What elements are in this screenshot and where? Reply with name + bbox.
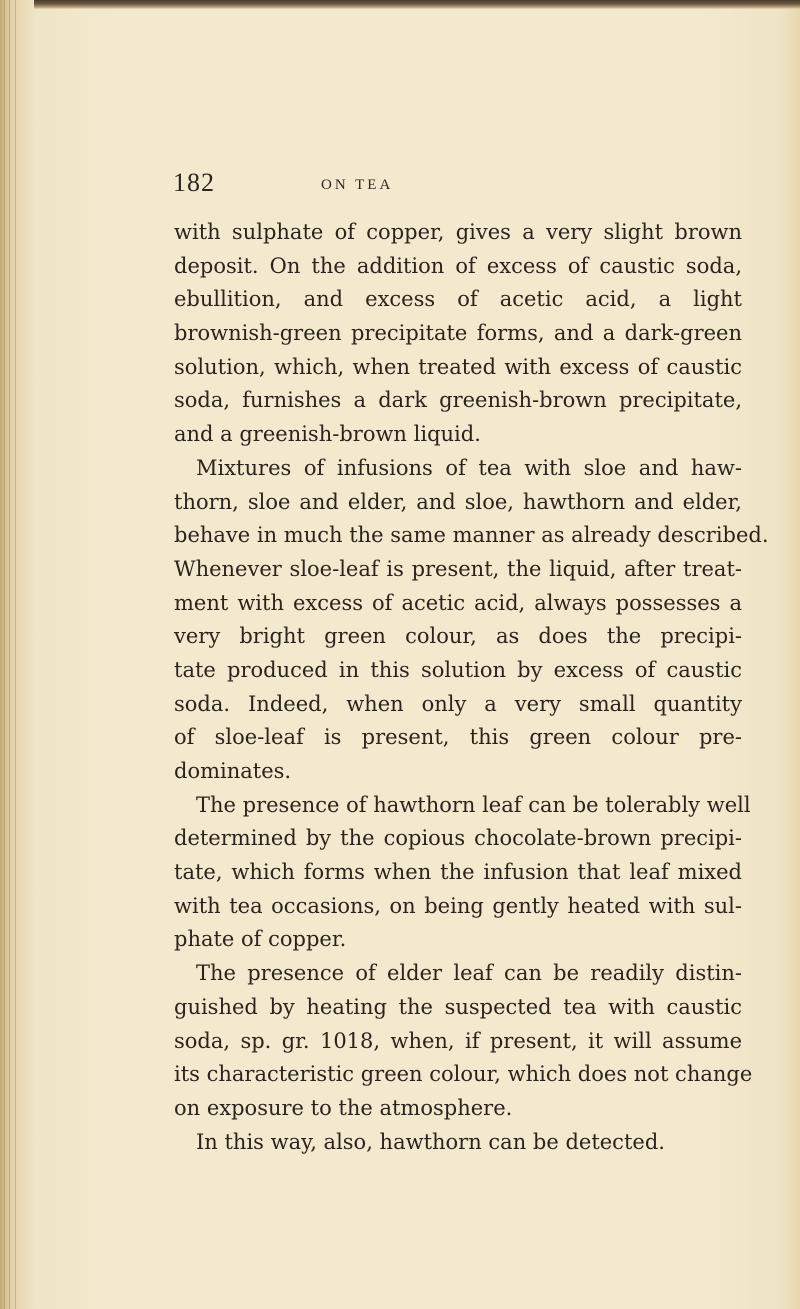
text-line: behave in much the same manner as already described. <box>174 523 769 548</box>
text-line: guished by heating the suspected tea with caustic <box>174 994 742 1019</box>
text-line: deposit. On the addition of excess of caustic soda, <box>174 253 742 278</box>
text-line: Whenever sloe-leaf is present, the liquid, after treat- <box>174 556 742 581</box>
text-line: determined by the copious chocolate-brown precipi- <box>174 826 742 851</box>
text-line: soda, sp. gr. 1018, when, if present, it will assume <box>174 1028 742 1053</box>
text-line: very bright green colour, as does the precipi- <box>174 624 742 649</box>
paragraph <box>174 1126 742 1160</box>
text-line: dominates. <box>174 759 292 783</box>
text-line: In this way, also, hawthorn can be detected. <box>196 1129 665 1154</box>
text-line: soda. Indeed, when only a very small quantity <box>174 691 742 716</box>
text-line: thorn, sloe and elder, and sloe, hawthorn and elder, <box>174 489 742 514</box>
running-title: ON TEA <box>321 177 394 193</box>
running-head <box>173 168 733 198</box>
text-line: on exposure to the atmosphere. <box>174 1095 513 1120</box>
page-number: 182 <box>173 168 215 197</box>
paragraph <box>174 452 769 789</box>
text-line: tate produced in this solution by excess of caustic <box>174 657 742 682</box>
page-top-edge <box>0 0 800 9</box>
text-line: The presence of elder leaf can be readily distin- <box>196 961 742 986</box>
text-line: and a greenish-brown liquid. <box>174 422 481 447</box>
paragraph <box>174 957 753 1125</box>
text-line: phate of copper. <box>174 927 347 952</box>
gutter-line <box>9 0 10 1309</box>
paragraph <box>174 216 742 452</box>
text-line: of sloe-leaf is present, this green colour pre- <box>174 725 742 750</box>
text-line: ebullition, and excess of acetic acid, a light <box>174 287 742 312</box>
gutter-line <box>15 0 16 1309</box>
text-line: brownish-green precipitate forms, and a dark-green <box>174 321 742 346</box>
text-line: Mixtures of infusions of tea with sloe and haw- <box>196 455 742 480</box>
text-line: its characteristic green colour, which does not change <box>174 1062 753 1087</box>
gutter-line <box>4 0 5 1309</box>
text-line: with tea occasions, on being gently heated with sul- <box>174 893 742 918</box>
text-line: with sulphate of copper, gives a very slight brown <box>174 220 742 244</box>
text-line: ment with excess of acetic acid, always possesses a <box>174 590 742 615</box>
body-text <box>174 216 769 1159</box>
text-line: The presence of hawthorn leaf can be tolerably well <box>196 792 751 817</box>
text-line: soda, furnishes a dark greenish-brown precipitate, <box>174 388 742 413</box>
page-gutter-edge <box>0 0 34 1309</box>
paragraph <box>174 789 751 957</box>
text-line: solution, which, when treated with excess of caustic <box>174 354 742 379</box>
text-line: tate, which forms when the infusion that leaf mixed <box>174 860 742 885</box>
